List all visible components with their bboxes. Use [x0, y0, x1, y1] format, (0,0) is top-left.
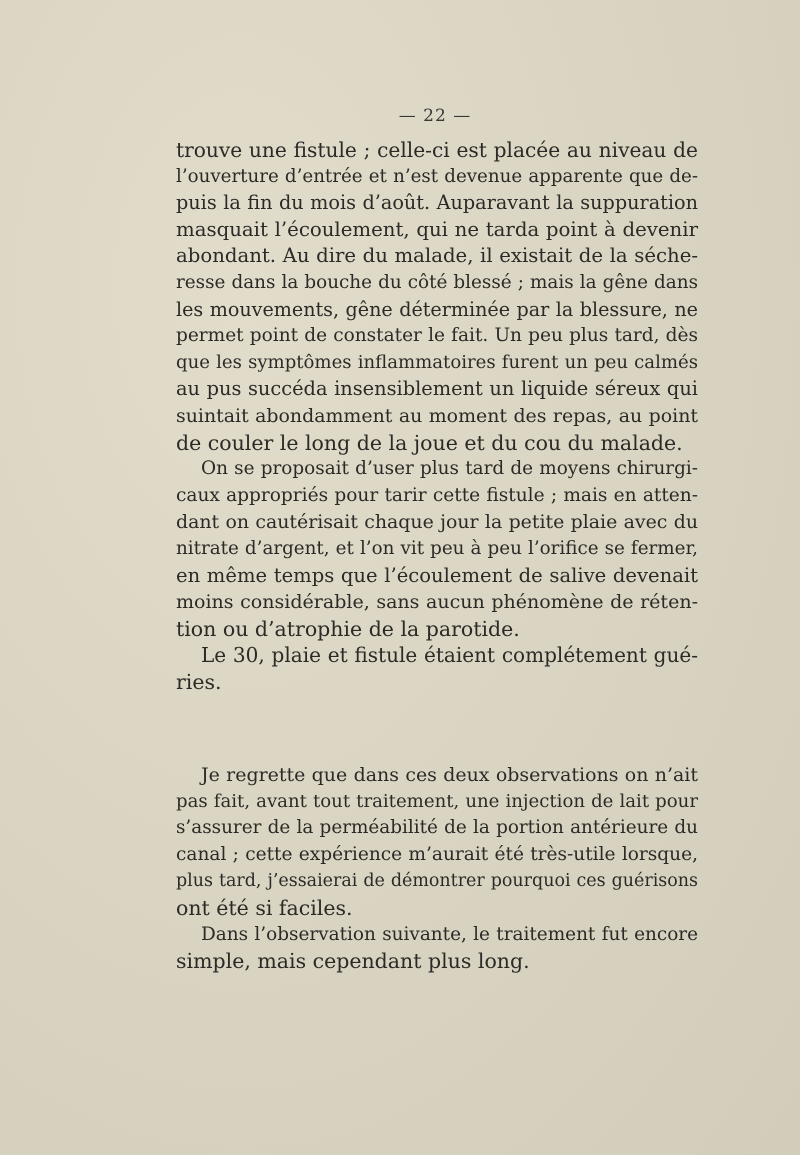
- text-line: masquait l’écoulement, qui ne tarda point à devenir: [176, 217, 698, 241]
- text-line: au pus succéda insensiblement un liquide séreux qui: [176, 377, 698, 401]
- paragraph-1: [176, 137, 698, 456]
- text-line: dant on cautérisait chaque jour la petite plaie avec du: [176, 511, 698, 534]
- text-line: Le 30, plaie et fistule étaient complétement gué-: [201, 643, 698, 668]
- text-line: s’assurer de la perméabilité de la portion antérieure du: [176, 817, 698, 839]
- text-line: simple, mais cependant plus long.: [176, 949, 530, 974]
- text-block-upper: [176, 137, 698, 695]
- text-block-lower: [176, 762, 698, 975]
- paragraph-3: [176, 642, 698, 695]
- text-line: puis la fin du mois d’août. Auparavant la suppuration: [176, 191, 698, 215]
- text-line: Je regrette que dans ces deux observations on n’ait: [201, 764, 698, 786]
- text-line: trouve une fistule ; celle-ci est placée au niveau de: [176, 138, 698, 162]
- text-line: ries.: [176, 669, 222, 694]
- text-line: les mouvements, gêne déterminée par la blessure, ne: [176, 297, 698, 321]
- paragraph-2: [176, 456, 698, 642]
- text-line: Dans l’observation suivante, le traitement fut encore: [201, 923, 698, 945]
- text-line: en même temps que l’écoulement de salive devenait: [176, 563, 698, 587]
- text-line: l’ouverture d’entrée et n’est devenue apparente que de-: [176, 165, 698, 187]
- text-line: ont été si faciles.: [176, 895, 353, 920]
- paragraph-5: [176, 922, 698, 975]
- text-line: pas fait, avant tout traitement, une injection de lait pour: [176, 790, 698, 812]
- text-line: que les symptômes inflammatoires furent un peu calmés: [176, 351, 698, 373]
- text-line: permet point de constater le fait. Un peu plus tard, dès: [176, 325, 698, 347]
- paragraph-4: [176, 762, 698, 922]
- text-line: moins considérable, sans aucun phénomène de réten-: [176, 591, 698, 614]
- text-line: resse dans la bouche du côté blessé ; mais la gêne dans: [176, 271, 698, 293]
- text-line: On se proposait d’user plus tard de moyens chirurgi-: [201, 458, 698, 480]
- text-line: canal ; cette expérience m’aurait été très-utile lorsque,: [176, 843, 698, 865]
- text-line: de couler le long de la joue et du cou du malade.: [176, 430, 683, 455]
- text-line: abondant. Au dire du malade, il existait de la séche-: [176, 244, 698, 268]
- page-number: — 22 —: [398, 106, 472, 126]
- text-line: tion ou d’atrophie de la parotide.: [176, 616, 520, 641]
- text-line: suintait abondamment au moment des repas, au point: [176, 404, 698, 427]
- text-line: caux appropriés pour tarir cette fistule ; mais en atten-: [176, 484, 698, 506]
- text-line: plus tard, j’essaierai de démontrer pourquoi ces guérisons: [176, 871, 698, 892]
- text-line: nitrate d’argent, et l’on vit peu à peu l’orifice se fermer,: [176, 537, 698, 559]
